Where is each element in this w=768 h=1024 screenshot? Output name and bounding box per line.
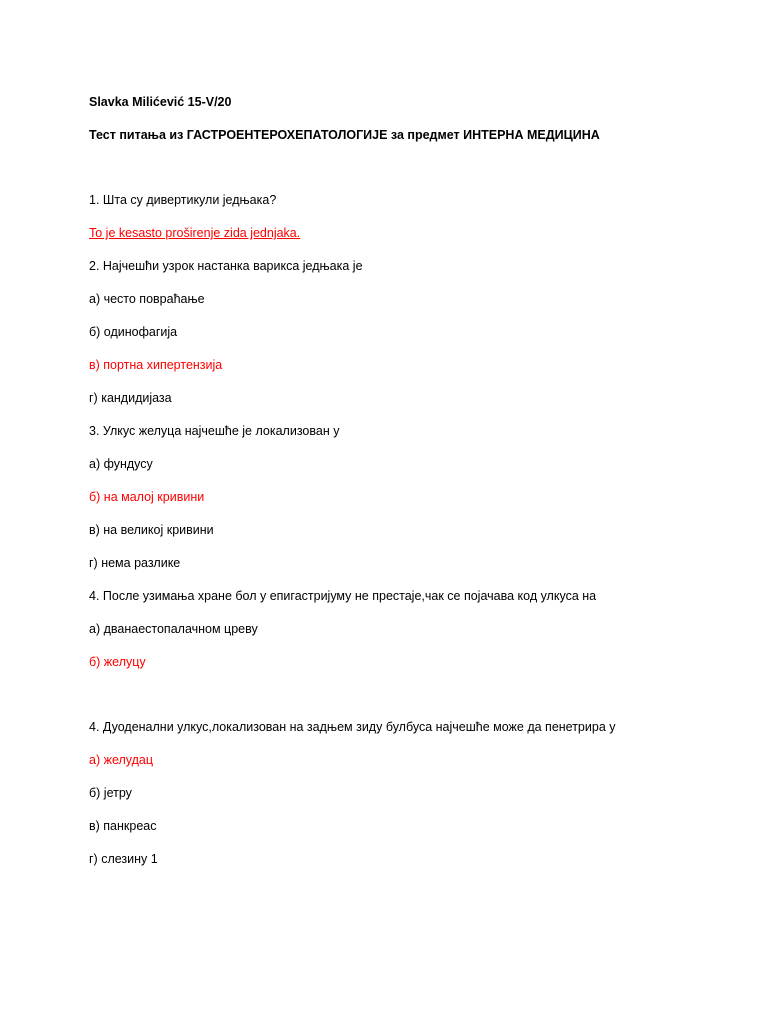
q2-option-a: а) често повраћање <box>89 292 205 306</box>
q4b-option-b: б) јетру <box>89 786 132 800</box>
q4a-option-b-correct: б) желуцу <box>89 655 146 669</box>
q4b-option-v: в) панкреас <box>89 819 157 833</box>
q3-option-g: г) нема разлике <box>89 556 181 570</box>
q3-option-b-correct: б) на малој кривини <box>89 490 205 504</box>
question-2: 2. Најчешћи узрок настанка варикса једњака је <box>89 259 363 273</box>
question-3: 3. Улкус желуца најчешће је локализован у <box>89 424 340 438</box>
test-title: Тест питања из ГАСТРОЕНТЕРОХЕПАТОЛОГИЈЕ за предмет ИНТЕРНА МЕДИЦИНА <box>89 128 600 142</box>
q2-option-g: г) кандидијаза <box>89 391 172 405</box>
q2-option-v-correct: в) портна хипертензија <box>89 358 223 372</box>
question-1: 1. Шта су дивертикули једњака? <box>89 193 277 207</box>
q4b-option-a-correct: а) желудац <box>89 753 154 767</box>
q4b-option-g: г) слезину 1 <box>89 852 158 866</box>
answer-1: To je kesasto proširenje zida jednjaka. <box>89 226 301 240</box>
q2-option-b: б) одинофагија <box>89 325 178 339</box>
question-4a: 4. После узимања хране бол у епигастријуму не престаје,чак се појачава код улкуса на <box>89 589 597 603</box>
q3-option-a: а) фундусу <box>89 457 153 471</box>
q4a-option-a: а) дванаестопалачном цреву <box>89 622 258 636</box>
q3-option-v: в) на великој кривини <box>89 523 214 537</box>
author-line: Slavka Milićević 15-V/20 <box>89 95 232 109</box>
question-4b: 4. Дуоденални улкус,локализован на задњем зиду булбуса најчешће може да пенетрира у <box>89 720 616 734</box>
